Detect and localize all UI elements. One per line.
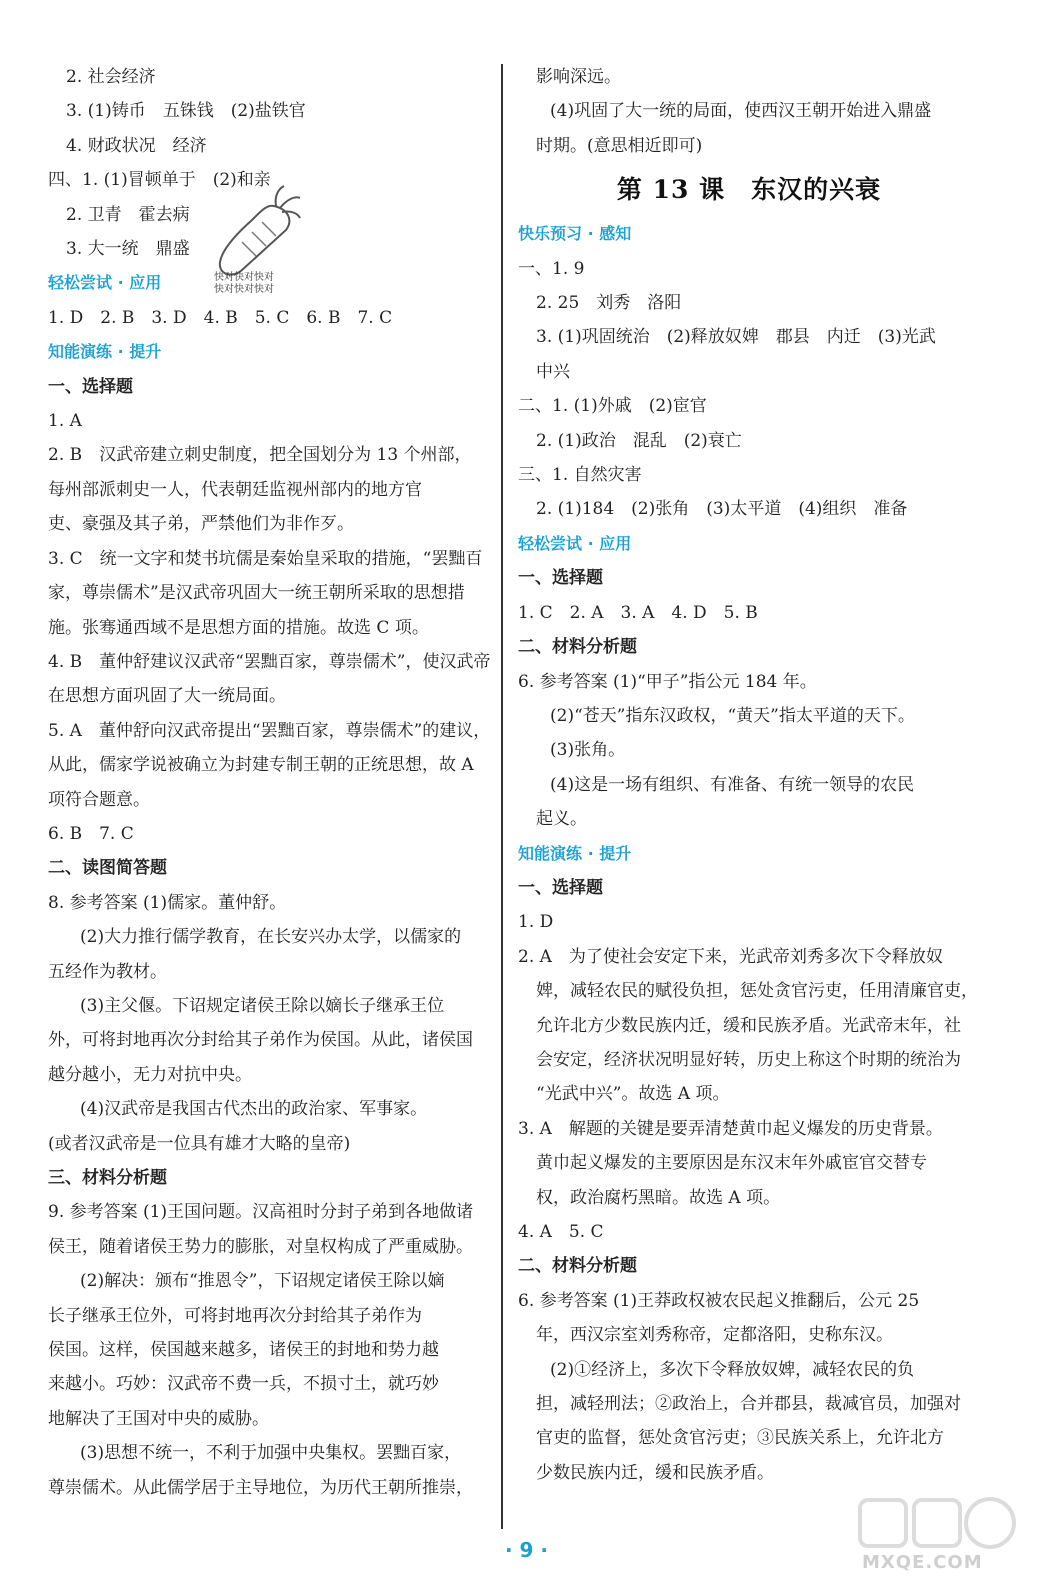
answer-line: 少数民族内迁，缓和民族矛盾。 xyxy=(536,1462,774,1483)
answer-line: 权，政治腐朽黑暗。故选 A 项。 xyxy=(536,1187,781,1208)
answer-line: 2. 25 刘秀 洛阳 xyxy=(536,293,682,314)
answer-line: 1. C 2. A 3. A 4. D 5. B xyxy=(518,602,758,623)
section-heading: 轻松尝试 · 应用 xyxy=(48,273,162,293)
answer-line: 地解决了王国对中央的威胁。 xyxy=(48,1408,269,1429)
answer-line: 四、1. (1)冒顿单于 (2)和亲 xyxy=(48,170,271,191)
question-type-heading: 二、读图简答题 xyxy=(48,858,167,879)
answer-line: (2)大力推行儒学教育，在长安兴办太学，以儒家的 xyxy=(80,927,462,948)
answer-line: (或者汉武帝是一位具有雄才大略的皇帝) xyxy=(48,1133,351,1154)
carrot-sticker-icon xyxy=(212,184,302,284)
answer-line: 尊崇儒术。从此儒学居于主导地位，为历代王朝所推崇， xyxy=(48,1477,473,1498)
answer-line: (2)①经济上，多次下令释放奴婢，减轻农民的负 xyxy=(550,1359,915,1380)
answer-line: 越分越小，无力对抗中央。 xyxy=(48,1064,252,1085)
answer-line: 从此，儒家学说被确立为封建专制王朝的正统思想，故 A xyxy=(48,755,474,776)
answer-line: 2. (1)184 (2)张角 (3)太平道 (4)组织 准备 xyxy=(536,499,908,520)
answer-line: 2. A 为了使社会安定下来，光武帝刘秀多次下令释放奴 xyxy=(518,946,943,967)
answer-line: (3)张角。 xyxy=(550,740,626,761)
answer-line: 施。张骞通西域不是思想方面的措施。故选 C 项。 xyxy=(48,617,429,638)
answer-line: 8. 参考答案 (1)儒家。董仲舒。 xyxy=(48,892,287,913)
answer-line: 家，尊崇儒术”是汉武帝巩固大一统王朝所采取的思想措 xyxy=(48,583,465,604)
answer-line: 6. B 7. C xyxy=(48,823,134,844)
answer-line: 允许北方少数民族内迁，缓和民族矛盾。光武帝末年，社 xyxy=(536,1015,961,1036)
answer-line: “光武中兴”。故选 A 项。 xyxy=(536,1084,730,1105)
answer-line: 3. 大一统 鼎盛 xyxy=(66,239,190,260)
column-divider xyxy=(501,64,503,1529)
answer-line: 4. A 5. C xyxy=(518,1222,604,1242)
section-heading: 轻松尝试 · 应用 xyxy=(518,533,632,553)
answer-line: 5. A 董仲舒向汉武帝提出“罢黜百家，尊崇儒术”的建议， xyxy=(48,720,491,741)
question-type-heading: 一、选择题 xyxy=(518,877,603,898)
watermark-text: MXQE.COM xyxy=(862,1552,983,1573)
page-number: · 9 · xyxy=(504,1538,549,1562)
lesson-title: 第 13 课 东汉的兴衰 xyxy=(616,175,882,205)
answer-line: (4)这是一场有组织、有准备、有统一领导的农民 xyxy=(550,774,915,795)
answer-line: 1. D 2. B 3. D 4. B 5. C 6. B 7. C xyxy=(48,307,393,328)
answer-line: 侯国。这样，侯国越来越多，诸侯王的封地和势力越 xyxy=(48,1340,439,1361)
answer-line: 一、1. 9 xyxy=(518,258,585,279)
answer-line: 三、1. 自然灾害 xyxy=(518,465,642,486)
answer-line: 五经作为教材。 xyxy=(48,961,167,982)
answer-line: 二、1. (1)外戚 (2)宦官 xyxy=(518,396,707,417)
answer-line: 中兴 xyxy=(536,361,570,382)
answer-line: 黄巾起义爆发的主要原因是东汉末年外戚宦官交替专 xyxy=(536,1153,927,1174)
answer-line: 每州部派刺史一人，代表朝廷监视州部内的地方官 xyxy=(48,479,422,500)
answer-line: 3. (1)巩固统治 (2)释放奴婢 郡县 内迁 (3)光武 xyxy=(536,327,936,348)
question-type-heading: 二、材料分析题 xyxy=(518,1256,637,1277)
answer-line: 4. B 董仲舒建议汉武帝“罢黜百家，尊崇儒术”，使汉武帝 xyxy=(48,651,491,672)
answer-line: (3)思想不统一，不利于加强中央集权。罢黜百家， xyxy=(80,1443,462,1464)
answer-line: 年，西汉宗室刘秀称帝，定都洛阳，史称东汉。 xyxy=(536,1325,893,1346)
right-column xyxy=(518,60,980,1490)
answer-line: 担，减轻刑法；②政治上，合并郡县，裁减官员，加强对 xyxy=(536,1394,961,1415)
answer-line: 来越小。巧妙：汉武帝不费一兵，不损寸土，就巧妙 xyxy=(48,1374,439,1395)
answer-line: (2)解决：颁布“推恩令”，下诏规定诸侯王除以嫡 xyxy=(80,1271,445,1292)
answer-line: 婢，减轻农民的赋役负担，惩处贪官污吏，任用清廉官吏， xyxy=(536,981,978,1002)
sticker-caption: 快对快对快对 快对快对快对 xyxy=(214,272,274,295)
answer-line: 2. 卫青 霍去病 xyxy=(66,204,190,225)
answer-line: 时期。(意思相近即可) xyxy=(536,135,703,156)
section-heading: 知能演练 · 提升 xyxy=(518,843,632,863)
answer-line: 2. B 汉武帝建立刺史制度，把全国划分为 13 个州部， xyxy=(48,445,472,466)
answer-line: 3. (1)铸币 五铢钱 (2)盐铁官 xyxy=(66,101,306,122)
section-heading: 快乐预习 · 感知 xyxy=(518,224,632,244)
answer-line: 吏、豪强及其子弟，严禁他们为非作歹。 xyxy=(48,514,354,535)
answer-line: 在思想方面巩固了大一统局面。 xyxy=(48,686,286,707)
answer-line: 侯王，随着诸侯王势力的膨胀，对皇权构成了严重威胁。 xyxy=(48,1236,473,1257)
question-type-heading: 一、选择题 xyxy=(518,568,603,589)
answer-line: 6. 参考答案 (1)“甲子”指公元 184 年。 xyxy=(518,671,817,692)
question-type-heading: 二、材料分析题 xyxy=(518,637,637,658)
section-heading: 知能演练 · 提升 xyxy=(48,342,162,362)
question-type-heading: 三、材料分析题 xyxy=(48,1168,167,1188)
answer-line: 影响深远。 xyxy=(536,67,621,87)
answer-line: 2. 社会经济 xyxy=(66,67,156,87)
answer-line: 官吏的监督，惩处贪官污吏；③民族关系上，允许北方 xyxy=(536,1428,944,1449)
answer-line: 外，可将封地再次分封给其子弟作为侯国。从此，诸侯国 xyxy=(48,1030,473,1051)
answer-line: (4)汉武帝是我国古代杰出的政治家、军事家。 xyxy=(80,1099,428,1120)
answer-line: 2. (1)政治 混乱 (2)衰亡 xyxy=(536,430,742,451)
question-type-heading: 一、选择题 xyxy=(48,376,133,397)
answer-line: 3. A 解题的关键是要弄清楚黄巾起义爆发的历史背景。 xyxy=(518,1118,943,1139)
answer-line: 4. 财政状况 经济 xyxy=(66,135,207,156)
answer-line: 6. 参考答案 (1)王莽政权被农民起义推翻后，公元 25 xyxy=(518,1290,920,1311)
answer-line: 3. C 统一文字和焚书坑儒是秦始皇采取的措施，“罢黜百 xyxy=(48,548,483,569)
answer-line: 1. D xyxy=(518,912,554,933)
answer-line: (3)主父偃。下诏规定诸侯王除以嫡长子继承王位 xyxy=(80,995,445,1016)
answer-line: 起义。 xyxy=(536,809,587,830)
answer-line: (4)巩固了大一统的局面，使西汉王朝开始进入鼎盛 xyxy=(550,101,932,122)
answer-line: 9. 参考答案 (1)王国问题。汉高祖时分封子弟到各地做诸 xyxy=(48,1202,474,1223)
answer-line: (2)“苍天”指东汉政权，“黄天”指太平道的天下。 xyxy=(550,705,915,726)
answer-line: 项符合题意。 xyxy=(48,789,150,810)
answer-line: 长子继承王位外，可将封地再次分封给其子弟作为 xyxy=(48,1305,422,1326)
answer-line: 会安定，经济状况明显好转，历史上称这个时期的统治为 xyxy=(536,1049,961,1070)
answer-line: 1. A xyxy=(48,411,82,432)
